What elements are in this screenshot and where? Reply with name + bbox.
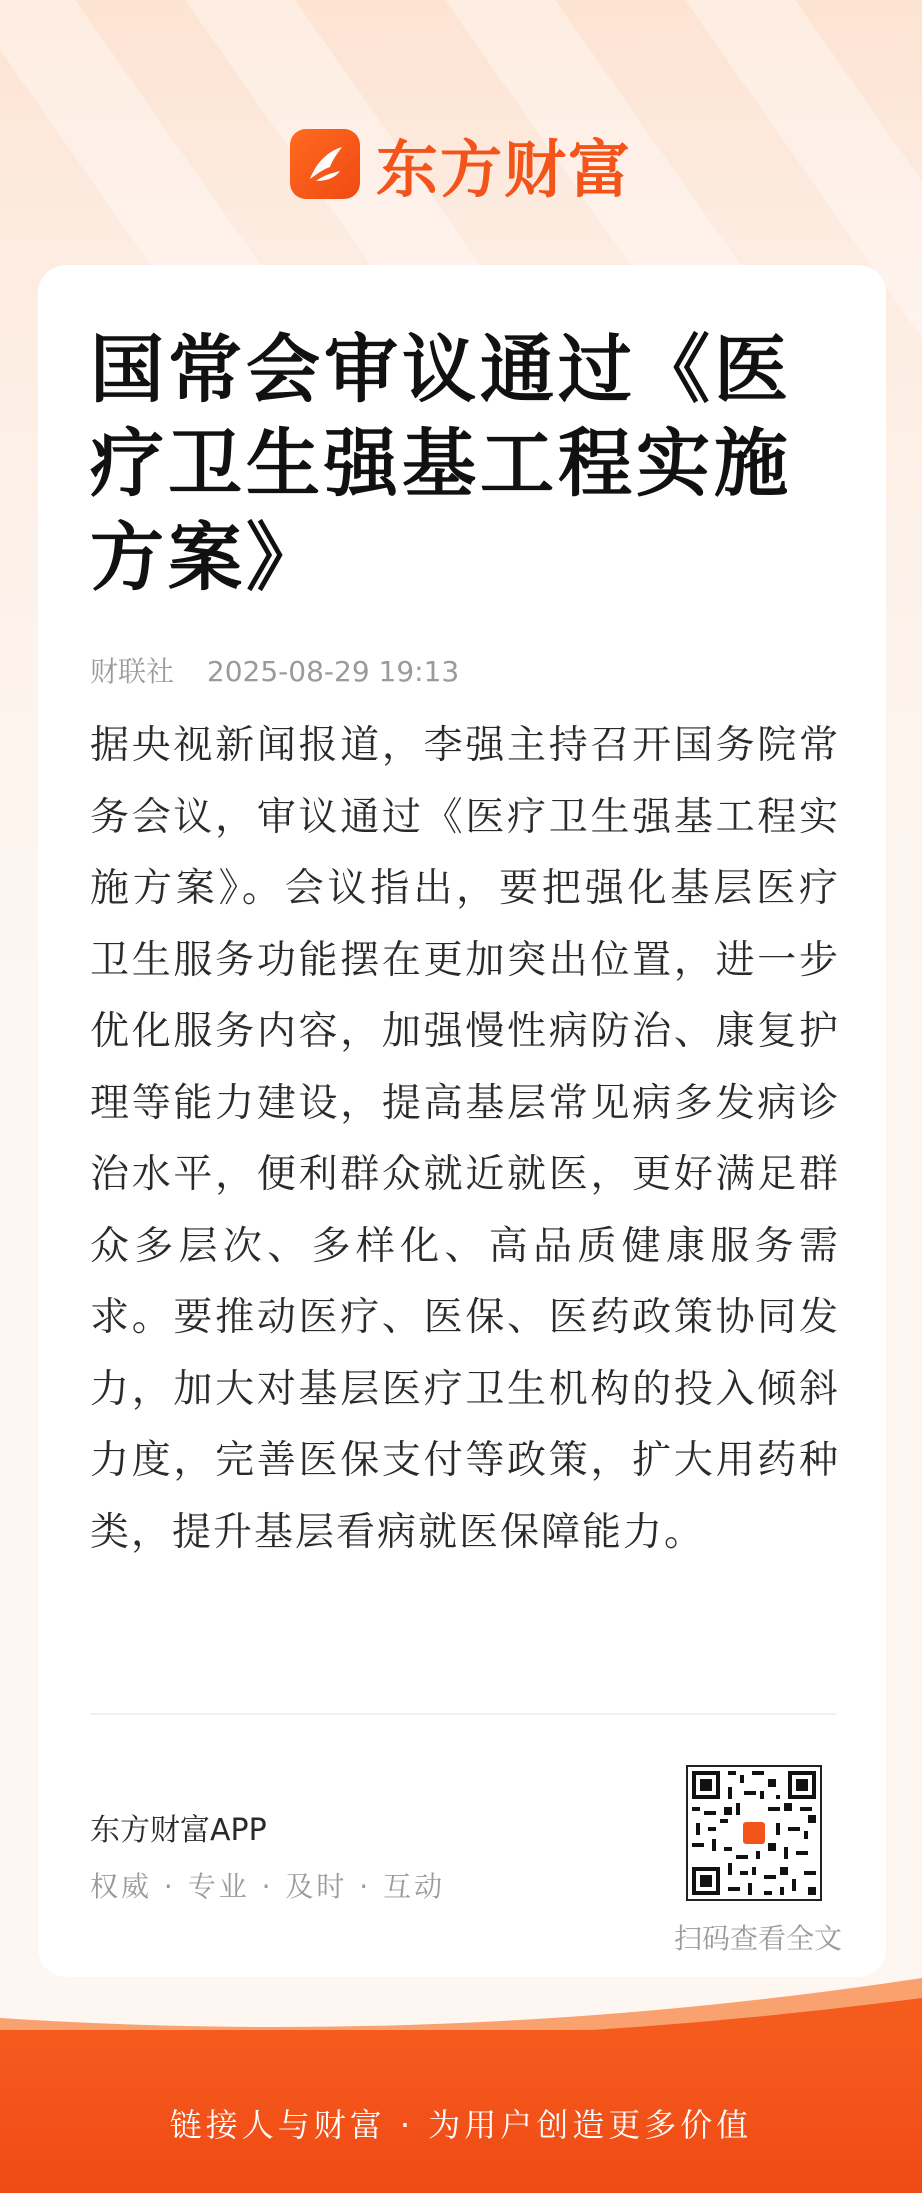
article-title: 国常会审议通过《医疗卫生强基工程实施方案》 (90, 327, 792, 601)
app-name: 东方财富APP (90, 1813, 267, 1848)
app-slogan: 权威 · 专业 · 及时 · 互动 (90, 1870, 446, 1903)
divider (90, 1713, 836, 1715)
article-body: 据央视新闻报道，李强主持召开国务院常务会议，审议通过《医疗卫生强基工程实施方案》。会议指出，要把强化基层医疗卫生服务功能摆在更加突出位置，进一步优化服务内容，加强慢性病防治、康复护理等能力建设，提高基层常见病多发病诊治水平，便利群众就近就医，更好满足群众多层次、多样化、高品质健康服务需求。要推动医疗、医保、医药政策协同发力，加大对基层医疗卫生机构的投入倾斜力度，完善医保支付等政策，扩大用药种类，提升基层看病就医保障能力。 (90, 723, 840, 1555)
brand-logo-text: 东方财富 (375, 132, 632, 206)
qr-code[interactable] (686, 1765, 822, 1901)
article-datetime: 2025-08-29 19:13 (206, 655, 460, 688)
qr-logo-icon (740, 1819, 768, 1847)
qr-label: 扫码查看全文 (674, 1922, 843, 1955)
bottom-slogan: 链接人与财富 · 为用户创造更多价值 (169, 2106, 753, 2144)
brand-logo-icon (290, 129, 360, 199)
article-card (38, 265, 886, 1977)
brand-logo (0, 124, 922, 204)
article-meta (90, 650, 459, 690)
article-source: 财联社 (90, 655, 175, 688)
